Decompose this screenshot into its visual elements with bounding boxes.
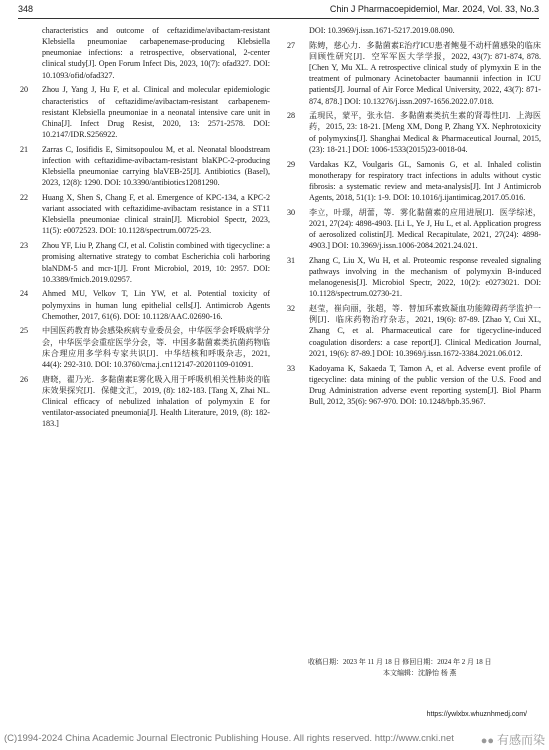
- reference-item: 27 陈娉，慈心力．多黏菌素E治疗ICU患者鲍曼不动杆菌感染的临床回顾性研究[J]．空军军医大学学报，2022, 43(7): 871-874, 878. [Chen Y, Mu XL. A retrospective clinical study of plymyxin E in the treatment of pulmonary Acinetobacter baumannii infection in ICU patients[J]. Journal of Air Force Medical University, 2022, 43(7): 871-874, 878.] DOI: 10.13276/j.issn.2097-1656.2022.07.018.: [287, 40, 541, 106]
- reference-item: 20 Zhou J, Yang J, Hu F, et al. Clinical and molecular epidemiologic characteristics of ceftazidime/avibactam-resistant carbapenem-resistant Klebsiella pneumoniae in a neonatal intensive care unit in China[J]. Infect Drug Resist, 2020, 13: 2571-2578. DOI: 10.2147/IDR.S256922.: [20, 85, 270, 139]
- references-left-column: [18, 25, 270, 433]
- references-right-column: [285, 25, 541, 411]
- reference-text: DOI: 10.3969/j.issn.1671-5217.2019.08.090.: [309, 26, 455, 35]
- journal-citation: Chin J Pharmacoepidemiol, Mar. 2024, Vol. 33, No.3: [329, 4, 539, 14]
- reference-text: 孟現民，蒙平，张永信．多黏菌素类抗生素的肾毒性[J]．上海医药，2015, 23: 18-21. [Meng XM, Dong P, Zhang YX. Nephrotoxicity of polymyxins[J]. Shanghai Medical & Pharmaceutical Journal, 2015, (23): 18-21.] DOI: 1006-1533(2015)23-0018-04.: [309, 111, 541, 154]
- reference-text: Zhang C, Liu X, Wu H, et al. Proteomic response revealed signaling pathways involving in the mechanism of polymyxin B-induced melanogenesis[J]. Microbiol Spectr, 2022, 10(2): e0273021. DOI: 10.1128/spectrum.02730-21.: [309, 255, 541, 299]
- watermark: [481, 731, 545, 748]
- reference-item: 22 Huang X, Shen S, Chang F, et al. Emergence of KPC-134, a KPC-2 variant associated with ceftazidime-avibactam resistance in a ST11 Klebsiella pneumoniae clinical strain[J]. Microbiol Spectr, 2023, 11(5): e0072523. DOI: 10.1128/spectrum.00725-23.: [20, 192, 270, 236]
- reference-item: 23 Zhou YF, Liu P, Zhang CJ, et al. Colistin combined with tigecycline: a promising alternative strategy to combat Escherichia coli harboring blaNDM-5 and mcr-1[J]. Front Microbiol, 2019, 10: 2957. DOI: 10.3389/fmicb.2019.02957.: [20, 241, 270, 284]
- reference-text: 赵莹，崔向丽，张超，等．替加环素致凝血功能障碍药学监护一例[J]．临床药物治疗杂志，2021, 19(6): 87-89. [Zhao Y, Cui XL, Zhang C, et al. Pharmaceutical care for tigecycline-induced coagulation disorders: a case report[J]. Clinical Medication Journal, 2021, 19(6): 87-89.] DOI: 10.3969/j.issn.1672-3384.2021.06.012.: [309, 304, 541, 358]
- wechat-icon: ●●: [480, 735, 494, 747]
- received-modified-dates: 收稿日期：2023 年 11 月 18 日 修回日期：2024 年 2 月 18 日: [308, 658, 492, 666]
- page-number: 348: [18, 4, 34, 14]
- reference-item: 29 Vardakas KZ, Voulgaris GL, Samonis G, et al. Inhaled colistin monotherapy for respiratory tract infections in adults without cystic fibrosis: a systematic review and meta-analysis[J]. Int J Antimicrob Agents, 2018, 51(1): 1-9. DOI: 10.1016/j.ijantimicag.2017.05.016.: [287, 159, 541, 202]
- reference-item: 30 李立，叶璟，胡蕾，等．雾化黏菌素的应用进展[J]．医学综述，2021, 27(24): 4898-4903. [Li L, Ye J, Hu L, et al. Application progress of aerosolized colistin[J]. Medical Recapitulate, 2021, 27(24): 4898-4903.] DOI: 10.3969/j.issn.1006-2084.2021.24.021.: [287, 207, 541, 251]
- reference-item: [18, 25, 270, 81]
- journal-url[interactable]: https://ywlxbx.whuznhmedj.com/: [426, 711, 527, 718]
- reference-text: 中国医药教育协会感染疾病专业委员会，中华医学会呼吸病学分会，中华医学会重症医学分会，等．中国多黏菌素类抗菌药物临床合理应用多学科专家共识[J]．中华结核和呼吸杂志，2021, 44(4): 292-310. DOI: 10.3760/cma.j.cn112147-20201109-01091.: [42, 326, 270, 369]
- reference-item: 32 赵莹，崔向丽，张超，等．替加环素致凝血功能障碍药学监护一例[J]．临床药物治疗杂志，2021, 19(6): 87-89. [Zhao Y, Cui XL, Zhang C, et al. Pharmaceutical care for tigecycline-induced coagulation disorders: a case report[J]. Clinical Medication Journal, 2021, 19(6): 87-89.] DOI: 10.3969/j.issn.1672-3384.2021.06.012.: [287, 304, 541, 358]
- reference-text: Zarras C, Iosifidis E, Simitsopoulou M, et al. Neonatal bloodstream infection with ceftazidime-avibactam-resistant blaKPC-2-producing Klebsiella pneumoniae carrying blaVEB-25[J]. Antibiotics (Basel), 2023, 12(8): 1290. DOI: 10.3390/antibiotics12081290.: [42, 144, 270, 188]
- reference-text: 李立，叶璟，胡蕾，等．雾化黏菌素的应用进展[J]．医学综述，2021, 27(24): 4898-4903. [Li L, Ye J, Hu L, et al. Application progress of aerosolized colistin[J]. Medical Recapitulate, 2021, 27(24): 4898-4903.] DOI: 10.3969/j.issn.1006-2084.2021.24.021.: [309, 207, 541, 251]
- reference-item: 26 唐晓，翟乃光．多黏菌素E雾化吸入用于呼吸机相关性肺炎的临床效果探究[J]．保健文汇，2019, (8): 182-183. [Tang X, Zhai NL. Clinical efficacy of nebulized inhalation of polymyxin E for ventilator-associated pneumonia[J]. Health Literature, 2019, (8): 182-183.]: [20, 374, 270, 429]
- page-header: [18, 4, 539, 19]
- reference-text: Vardakas KZ, Voulgaris GL, Samonis G, et al. Inhaled colistin monotherapy for respiratory tract infections in adults without cystic fibrosis: a systematic review and meta-analysis[J]. Int J Antimicrob Agents, 2018, 51(1): 1-9. DOI: 10.1016/j.ijantimicag.2017.05.016.: [309, 159, 541, 202]
- reference-text: Zhou J, Yang J, Hu F, et al. Clinical and molecular epidemiologic characteristics of ceftazidime/avibactam-resistant carbapenem-resistant Klebsiella pneumoniae in a neonatal intensive care unit in China[J]. Infect Drug Resist, 2020, 13: 2571-2578. DOI: 10.2147/IDR.S256922.: [42, 85, 270, 139]
- reference-text: Kadoyama K, Sakaeda T, Tamon A, et al. Adverse event profile of tigecycline: data mining of the public version of the U.S. Food and Drug Administration adverse event reporting system[J]. Biol Pharm Bull, 2012, 35(6): 967-970. DOI: 10.1248/bpb.35.967.: [309, 363, 541, 406]
- reference-text: Zhou YF, Liu P, Zhang CJ, et al. Colistin combined with tigecycline: a promising alternative strategy to combat Escherichia coli harboring blaNDM-5 and mcr-1[J]. Front Microbiol, 2019, 10: 2957. DOI: 10.3389/fmicb.2019.02957.: [42, 241, 270, 284]
- reference-text: Huang X, Shen S, Chang F, et al. Emergence of KPC-134, a KPC-2 variant associated with ceftazidime-avibactam resistance in a ST11 Klebsiella pneumoniae clinical strain[J]. Microbiol Spectr, 2023, 11(5): e0072523. DOI: 10.1128/spectrum.00725-23.: [42, 192, 270, 236]
- reference-item: 33 Kadoyama K, Sakaeda T, Tamon A, et al. Adverse event profile of tigecycline: data mining of the public version of the U.S. Food and Drug Administration adverse event reporting system[J]. Biol Pharm Bull, 2012, 35(6): 967-970. DOI: 10.1248/bpb.35.967.: [287, 363, 541, 406]
- reference-text: 唐晓，翟乃光．多黏菌素E雾化吸入用于呼吸机相关性肺炎的临床效果探究[J]．保健文汇，2019, (8): 182-183. [Tang X, Zhai NL. Clinical efficacy of nebulized inhalation of polymyxin E for ventilator-associated pneumonia[J]. Health Literature, 2019, (8): 182-183.]: [42, 374, 270, 429]
- editor-credit: 本文编辑：沈静怡 杨 燕: [383, 669, 457, 677]
- reference-item: 28 孟現民，蒙平，张永信．多黏菌素类抗生素的肾毒性[J]．上海医药，2015, 23: 18-21. [Meng XM, Dong P, Zhang YX. Nephrotoxicity of polymyxins[J]. Shanghai Medical & Pharmaceutical Journal, 2015, (23): 18-21.] DOI: 1006-1533(2015)23-0018-04.: [287, 111, 541, 154]
- reference-item: 24 Ahmed MU, Velkov T, Lin YW, et al. Potential toxicity of polymyxins in human lung epithelial cells[J]. Antimicrob Agents Chemother, 2017, 61(6). DOI: 10.1128/AAC.02690-16.: [20, 289, 270, 321]
- reference-text: characteristics and outcome of ceftazidime/avibactam-resistant Klebsiella pneumoniae carbapenemase-producing Klebsiella pneumoniae infections: a retrospective, observational, 2-center clinical study[J]. Open Forum Infect Dis, 2023, 10(7): ofad327. DOI: 10.1093/ofid/ofad327.: [42, 26, 270, 80]
- reference-item: [285, 25, 541, 36]
- watermark-text: 有感而染: [496, 733, 545, 747]
- page-footer: [0, 730, 549, 750]
- reference-item: 31 Zhang C, Liu X, Wu H, et al. Proteomic response revealed signaling pathways involving in the mechanism of polymyxin B-induced melanogenesis[J]. Microbiol Spectr, 2022, 10(2): e0273021. DOI: 10.1128/spectrum.02730-21.: [287, 255, 541, 299]
- copyright-notice: (C)1994-2024 China Academic Journal Electronic Publishing House. All rights reserved. http://www.cnki.net: [4, 733, 454, 744]
- reference-item: 21 Zarras C, Iosifidis E, Simitsopoulou M, et al. Neonatal bloodstream infection with ceftazidime-avibactam-resistant blaKPC-2-producing Klebsiella pneumoniae carrying blaVEB-25[J]. Antibiotics (Basel), 2023, 12(8): 1290. DOI: 10.3390/antibiotics12081290.: [20, 144, 270, 188]
- article-dates: [308, 657, 543, 679]
- reference-text: 陈娉，慈心力．多黏菌素E治疗ICU患者鲍曼不动杆菌感染的临床回顾性研究[J]．空军军医大学学报，2022, 43(7): 871-874, 878. [Chen Y, Mu XL. A retrospective clinical study of plymyxin E in the treatment of pulmonary Acinetobacter baumannii infection in ICU patients[J]. Journal of Air Force Medical University, 2022, 43(7): 871-874, 878.] DOI: 10.13276/j.issn.2097-1656.2022.07.018.: [309, 40, 541, 106]
- reference-item: 25 中国医药教育协会感染疾病专业委员会，中华医学会呼吸病学分会，中华医学会重症医学分会，等．中国多黏菌素类抗菌药物临床合理应用多学科专家共识[J]．中华结核和呼吸杂志，2021, 44(4): 292-310. DOI: 10.3760/cma.j.cn112147-20201109-01091.: [20, 326, 270, 369]
- reference-text: Ahmed MU, Velkov T, Lin YW, et al. Potential toxicity of polymyxins in human lung epithelial cells[J]. Antimicrob Agents Chemother, 2017, 61(6). DOI: 10.1128/AAC.02690-16.: [42, 289, 270, 321]
